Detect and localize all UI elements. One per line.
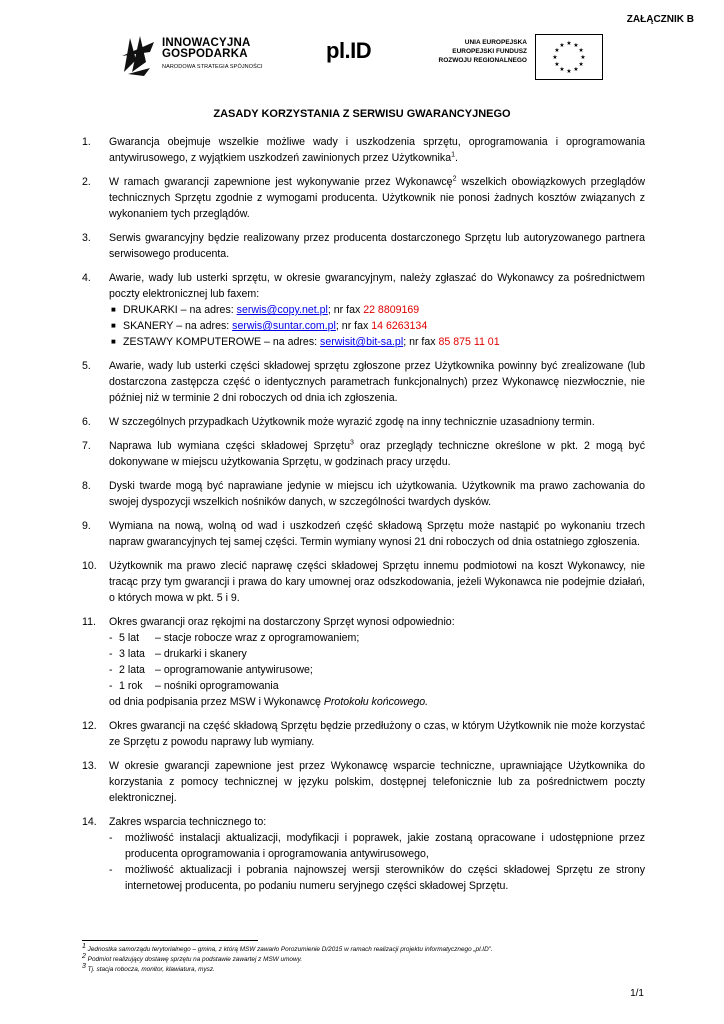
warranty-period [109,678,645,694]
footnote-divider [82,940,258,941]
dash-mark: - [109,832,113,844]
item-text: Awarie, wady lub usterki części składowej sprzętu zgłoszone przez Użytkownika powinny być zrealizowane (lub dostarczona zastępcza część o identycznych parametrach funkcjonalnych) przez Wykonawcę niezwłocznie, nie później niż w terminie 2 dni roboczych od dnia ich zgłoszenia. [109,360,645,404]
footnotes [82,942,645,975]
footnote-mark: 2 [82,952,86,960]
warranty-period [109,630,645,646]
dash-mark: - [109,864,113,876]
list-item [82,414,645,430]
page-number: 1/1 [630,988,644,999]
footnote-text: Jednostka samorządu terytorialnego – gmina, z którą MSW zawarło Porozumienie D/2015 w ramach realizacji projektu informatycznego „pl.ID”. [85,946,493,953]
bullet-icon: ■ [111,305,116,314]
period-desc: – nośniki oprogramowania [155,680,279,692]
contact-bullet [109,334,645,350]
closing-text: od dnia podpisania przez MSW i Wykonawcę [109,696,324,708]
list-item [82,518,645,550]
list-item [82,174,645,222]
bullet-mid: ; nr fax [335,320,372,332]
email-link[interactable]: serwis@copy.net.pl [236,304,328,316]
ig-line-1: INNOWACYJNA [162,37,251,49]
footnote-text: Tj. stacja robocza, monitor, klawiatura, mysz. [85,966,215,973]
footnote-mark: 3 [82,962,86,970]
eu-star-icon: ★ [573,67,579,74]
period-desc: – stacje robocze wraz z oprogramowaniem; [155,632,360,644]
item-number: 5. [82,360,91,372]
eu-star-icon: ★ [578,48,584,54]
ig-line-2: GOSPODARKA [162,48,248,60]
footnote [82,942,645,955]
bullet-icon: ■ [111,337,116,346]
logo-bar [0,28,724,88]
footnote-ref: 3 [350,439,354,447]
eu-star-icon: ★ [552,55,558,61]
item-text: W okresie gwarancji zapewnione jest przez Wykonawcę wsparcie techniczne, uprawniające Użytkownika do korzystania z pomocy technicznej w języku polskim, dostępnej telefonicznie lub za pośrednictwem poczty elektronicznej. [109,760,645,804]
dash-mark: - [109,648,113,660]
bullet-label: DRUKARKI – na adres: [123,304,237,316]
item-number: 7. [82,440,91,452]
ig-emblem-icon [120,32,156,76]
item-number: 11. [82,616,96,628]
eu-star-icon: ★ [578,62,584,68]
warranty-period [109,662,645,678]
innowacyjna-gospodarka-logo [120,30,280,80]
document-body [82,134,645,902]
item-text: Awarie, wady lub usterki sprzętu, w okresie gwarancyjnym, należy zgłaszać do Wykonawcy za pośrednictwem poczty elektronicznej lub faxem: [109,272,645,300]
dash-mark: - [109,680,113,692]
list-item [82,758,645,806]
dash-mark: - [109,664,113,676]
item-text: Dyski twarde mogą być naprawiane jedynie w miejscu ich użytkowania. Użytkownik ma prawo zachowania do swojej dyspozycji wszelkich nośników danych, w szczególności twardych dysków. [109,480,645,508]
eu-star-icon: ★ [559,67,565,74]
eu-star-icon: ★ [580,55,586,61]
contact-bullet [109,318,645,334]
fax-number: 14 6263134 [371,320,428,332]
eu-logo [415,34,595,80]
period-length: 3 lata [119,648,145,660]
item-text-tail: wszelkich obowiązkowych przeglądów technicznych Sprzętu zgodnie z wymogami producenta. Użytkownik nie ponosi żadnych kosztów związanych z wykonaniem tych przeglądów. [109,176,645,220]
eu-star-icon: ★ [554,48,560,54]
dash-mark: - [109,632,113,644]
footnote-ref: 1 [451,151,455,159]
eu-line-1: UNIA EUROPEJSKA [464,39,527,46]
document-title: ZASADY KORZYSTANIA Z SERWISU GWARANCYJNEGO [213,108,511,120]
eu-star-icon: ★ [559,42,565,49]
period-length: 2 lata [119,664,145,676]
item-text: Wymiana na nową, wolną od wad i uszkodzeń część składową Sprzętu może nastąpić po wykonaniu trzech napraw gwarancyjnych tej samej części. Termin wymiany wynosi 21 dni roboczych od dnia ostatniego zgłoszenia. [109,520,645,548]
footnote [82,962,645,975]
fax-number: 22 8809169 [363,304,420,316]
list-item [82,230,645,262]
period-desc: – drukarki i skanery [155,648,247,660]
item-number: 9. [82,520,91,532]
eu-star-icon: ★ [554,62,560,68]
period-desc: – oprogramowanie antywirusowe; [155,664,313,676]
item-text-tail: oraz przeglądy techniczne określone w pkt. 2 mogą być dokonywane w miejscu użytkowania Sprzętu, w godzinach pracy urzędu. [109,440,645,468]
item-number: 12. [82,720,97,732]
contact-bullet [109,302,645,318]
item-number: 2. [82,176,91,188]
item-number: 3. [82,232,91,244]
list-item [82,478,645,510]
item-number: 4. [82,272,91,284]
list-item [82,718,645,750]
item-text: W szczególnych przypadkach Użytkownik może wyrazić zgodę na inny technicznie uzasadniony termin. [109,416,595,428]
list-item [82,134,645,166]
warranty-period [109,646,645,662]
list-item [82,358,645,406]
list-item [82,614,645,710]
list-item [82,814,645,894]
fax-number: 85 875 11 01 [438,336,500,348]
scope-text: możliwość aktualizacji i pobrania najnowszej wersji sterowników do części składowej Sprzętu ze strony internetowej producenta, po podaniu numeru seryjnego części składowej Sprzętu. [125,864,645,892]
closing-emphasis: Protokołu końcowego. [323,696,429,708]
footnote-ref: 2 [452,175,457,183]
item-text: Gwarancja obejmuje wszelkie możliwe wady i uszkodzenia sprzętu, oprogramowania i oprogramowania antywirusowego, z wyjątkiem uszkodzeń zawinionych przez Użytkownika [109,136,645,164]
email-link[interactable]: serwis@suntar.com.pl [232,320,336,332]
item-number: 14. [82,816,97,828]
footnote [82,952,645,965]
item-text: W ramach gwarancji zapewnione jest wykonywanie przez Wykonawcę [109,176,453,188]
eu-flag-icon [535,34,603,80]
email-link[interactable]: serwisit@bit-sa.pl [320,336,404,348]
scope-text: możliwość instalacji aktualizacji, modyfikacji i poprawek, jakie zostaną opracowane i udostępnione przez producenta oprogramowania i oprogramowania antywirusowego, [125,832,645,860]
bullet-icon: ■ [111,321,116,330]
item-text: Użytkownik ma prawo zlecić naprawę części składowej Sprzętu innemu podmiotowi na koszt Wykonawcy, nie tracąc przy tym gwarancji i prawa do kary umownej oraz odszkodowania, jeżeli Wykonawca nie podejmie działań, o których mowa w pkt. 5 i 9. [109,560,645,604]
bullet-mid: ; nr fax [403,336,439,348]
item-number: 1. [82,136,91,148]
annex-label: ZAŁĄCZNIK B [626,14,694,25]
period-closing [109,694,645,710]
item-text: Naprawa lub wymiana części składowej Sprzętu [109,440,350,452]
item-number: 6. [82,416,91,428]
support-scope-item [109,862,645,894]
bullet-label: SKANERY – na adres: [123,320,233,332]
period-length: 1 rok [119,680,143,692]
eu-star-icon: ★ [566,41,572,47]
bullet-label: ZESTAWY KOMPUTEROWE – na adres: [123,336,321,348]
eu-line-3: ROZWOJU REGIONALNEGO [438,57,527,64]
item-text: Okres gwarancji na część składową Sprzętu będzie przedłużony o czas, w którym Użytkownik nie może korzystać ze Sprzętu z powodu naprawy lub wymiany. [109,720,645,748]
item-number: 10. [82,560,97,572]
item-text-tail: . [455,152,458,164]
list-item [82,270,645,350]
plid-logo: pl.ID [326,38,372,63]
eu-star-icon: ★ [573,42,579,49]
bullet-mid: ; nr fax [327,304,364,316]
item-number: 13. [82,760,97,772]
ig-line-3: NARODOWA STRATEGIA SPÓJNOŚCI [162,64,263,70]
list-item [82,438,645,470]
item-text: Serwis gwarancyjny będzie realizowany przez producenta dostarczonego Sprzętu lub autoryzowanego partnera serwisowego producenta. [109,232,645,260]
item-text: Zakres wsparcia technicznego to: [109,816,267,828]
item-number: 8. [82,480,91,492]
support-scope-item [109,830,645,862]
footnote-mark: 1 [82,942,86,950]
list-item [82,558,645,606]
footnote-text: Podmiot realizujący dostawę sprzętu na podstawie zawartej z MSW umowy. [85,956,303,963]
eu-star-icon: ★ [566,69,572,75]
item-text: Okres gwarancji oraz rękojmi na dostarczony Sprzęt wynosi odpowiednio: [109,616,455,628]
eu-line-2: EUROPEJSKI FUNDUSZ [452,48,527,55]
period-length: 5 lat [119,632,140,644]
